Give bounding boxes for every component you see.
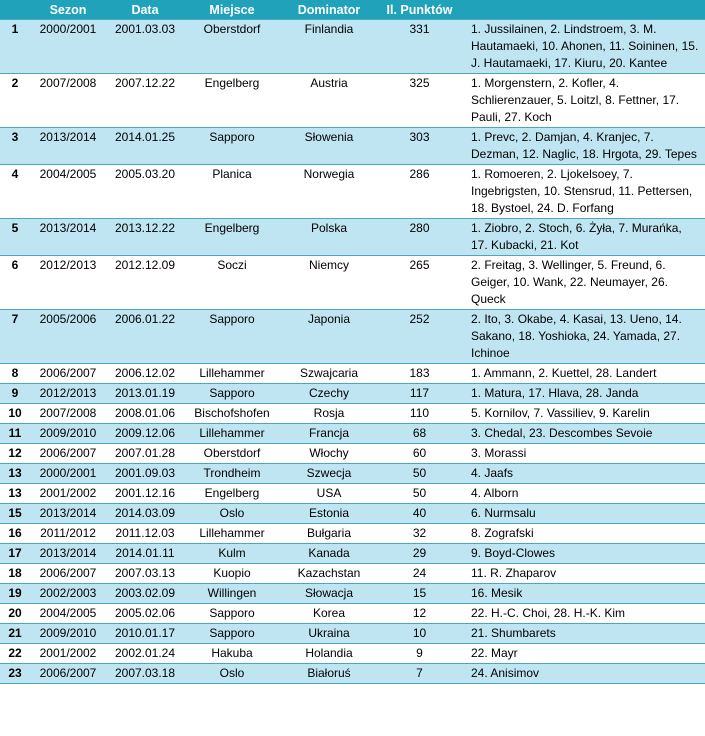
cell-season: 2000/2001 [30,20,106,74]
cell-points: 303 [378,128,461,165]
cell-points: 10 [378,624,461,644]
cell-date: 2001.12.16 [106,484,184,504]
cell-date: 2014.03.09 [106,504,184,524]
cell-jumpers: 1. Matura, 17. Hlava, 28. Janda [461,384,705,404]
cell-jumpers: 1. Morgenstern, 2. Kofler, 4. Schlierenzauer, 5. Loitzl, 8. Fettner, 17. Pauli, 27. Koch [461,74,705,128]
cell-jumpers: 1. Ziobro, 2. Stoch, 6. Żyła, 7. Murańka, 17. Kubacki, 21. Kot [461,219,705,256]
cell-jumpers: 24. Anisimov [461,664,705,684]
cell-place: Kuopio [184,564,280,584]
cell-date: 2003.02.09 [106,584,184,604]
cell-dominator: Kazachstan [280,564,378,584]
cell-place: Lillehammer [184,424,280,444]
cell-rank: 10 [0,404,30,424]
cell-points: 29 [378,544,461,564]
table-row [0,165,705,219]
cell-points: 32 [378,524,461,544]
table-row [0,664,705,684]
cell-date: 2011.12.03 [106,524,184,544]
cell-points: 60 [378,444,461,464]
cell-rank: 20 [0,604,30,624]
cell-dominator: Rosja [280,404,378,424]
cell-place: Sapporo [184,624,280,644]
cell-date: 2006.12.02 [106,364,184,384]
cell-place: Oslo [184,504,280,524]
cell-points: 280 [378,219,461,256]
cell-place: Planica [184,165,280,219]
cell-season: 2006/2007 [30,364,106,384]
cell-rank: 7 [0,310,30,364]
table-row [0,424,705,444]
cell-points: 183 [378,364,461,384]
cell-season: 2007/2008 [30,404,106,424]
table-row [0,444,705,464]
cell-rank: 9 [0,384,30,404]
cell-season: 2009/2010 [30,624,106,644]
cell-jumpers: 6. Nurmsalu [461,504,705,524]
cell-dominator: Słowenia [280,128,378,165]
cell-dominator: Norwegia [280,165,378,219]
table-row [0,504,705,524]
table-row [0,544,705,564]
cell-season: 2011/2012 [30,524,106,544]
cell-dominator: Korea [280,604,378,624]
cell-season: 2013/2014 [30,219,106,256]
cell-rank: 17 [0,544,30,564]
cell-dominator: Ukraina [280,624,378,644]
cell-date: 2005.02.06 [106,604,184,624]
cell-dominator: Estonia [280,504,378,524]
cell-jumpers: 16. Mesik [461,584,705,604]
cell-season: 2006/2007 [30,664,106,684]
table-row [0,20,705,74]
cell-jumpers: 5. Kornilov, 7. Vassiliev, 9. Karelin [461,404,705,424]
cell-jumpers: 22. H.-C. Choi, 28. H.-K. Kim [461,604,705,624]
cell-place: Sapporo [184,384,280,404]
cell-rank: 21 [0,624,30,644]
header-dominator: Dominator [280,0,378,20]
cell-season: 2013/2014 [30,544,106,564]
cell-points: 50 [378,484,461,504]
cell-date: 2013.01.19 [106,384,184,404]
cell-rank: 6 [0,256,30,310]
table-row [0,584,705,604]
cell-jumpers: 1. Romoeren, 2. Ljokelsoey, 7. Ingebrigsten, 10. Stensrud, 11. Pettersen, 18. Bystoel, 24. D. Forfang [461,165,705,219]
cell-place: Sapporo [184,128,280,165]
cell-date: 2008.01.06 [106,404,184,424]
cell-rank: 13 [0,464,30,484]
cell-points: 7 [378,664,461,684]
table-row [0,464,705,484]
table-body [0,20,705,684]
cell-date: 2013.12.22 [106,219,184,256]
cell-date: 2012.12.09 [106,256,184,310]
header-jumpers [461,0,705,20]
cell-season: 2004/2005 [30,165,106,219]
cell-jumpers: 4. Jaafs [461,464,705,484]
header-date: Data [106,0,184,20]
table-row [0,404,705,424]
cell-date: 2001.09.03 [106,464,184,484]
cell-place: Oberstdorf [184,20,280,74]
cell-date: 2014.01.25 [106,128,184,165]
cell-points: 40 [378,504,461,524]
cell-place: Bischofshofen [184,404,280,424]
cell-date: 2010.01.17 [106,624,184,644]
cell-season: 2013/2014 [30,128,106,165]
cell-points: 117 [378,384,461,404]
cell-place: Hakuba [184,644,280,664]
cell-points: 24 [378,564,461,584]
cell-date: 2005.03.20 [106,165,184,219]
cell-jumpers: 1. Prevc, 2. Damjan, 4. Kranjec, 7. Dezman, 12. Naglic, 18. Hrgota, 29. Tepes [461,128,705,165]
header-row [0,0,705,20]
cell-points: 110 [378,404,461,424]
cell-place: Oberstdorf [184,444,280,464]
cell-place: Engelberg [184,219,280,256]
cell-season: 2013/2014 [30,504,106,524]
cell-jumpers: 21. Shumbarets [461,624,705,644]
cell-place: Sapporo [184,604,280,624]
cell-dominator: Białoruś [280,664,378,684]
cell-place: Engelberg [184,484,280,504]
cell-place: Lillehammer [184,364,280,384]
cell-season: 2004/2005 [30,604,106,624]
table-row [0,624,705,644]
cell-points: 50 [378,464,461,484]
cell-dominator: Austria [280,74,378,128]
cell-rank: 16 [0,524,30,544]
cell-season: 2006/2007 [30,444,106,464]
cell-dominator: Kanada [280,544,378,564]
cell-rank: 18 [0,564,30,584]
cell-rank: 12 [0,444,30,464]
cell-dominator: Finlandia [280,20,378,74]
cell-rank: 19 [0,584,30,604]
cell-jumpers: 8. Zografski [461,524,705,544]
cell-jumpers: 22. Mayr [461,644,705,664]
cell-points: 265 [378,256,461,310]
cell-date: 2007.01.28 [106,444,184,464]
cell-rank: 4 [0,165,30,219]
cell-season: 2007/2008 [30,74,106,128]
cell-place: Soczi [184,256,280,310]
cell-rank: 1 [0,20,30,74]
cell-jumpers: 1. Jussilainen, 2. Lindstroem, 3. M. Hautamaeki, 10. Ahonen, 11. Soininen, 15. J. Hautamaeki, 17. Kiuru, 20. Kantee [461,20,705,74]
cell-dominator: Czechy [280,384,378,404]
cell-rank: 13 [0,484,30,504]
cell-season: 2006/2007 [30,564,106,584]
cell-place: Trondheim [184,464,280,484]
header-points: Il. Punktów [378,0,461,20]
cell-season: 2000/2001 [30,464,106,484]
header-rank [0,0,30,20]
cell-rank: 3 [0,128,30,165]
cell-dominator: USA [280,484,378,504]
table-row [0,524,705,544]
cell-season: 2012/2013 [30,384,106,404]
table-row [0,256,705,310]
cell-date: 2007.12.22 [106,74,184,128]
table-row [0,484,705,504]
cell-dominator: Holandia [280,644,378,664]
cell-place: Willingen [184,584,280,604]
cell-place: Engelberg [184,74,280,128]
cell-jumpers: 3. Morassi [461,444,705,464]
table-row [0,644,705,664]
cell-date: 2007.03.18 [106,664,184,684]
cell-jumpers: 4. Alborn [461,484,705,504]
cell-jumpers: 9. Boyd-Clowes [461,544,705,564]
cell-points: 12 [378,604,461,624]
cell-dominator: Polska [280,219,378,256]
cell-points: 325 [378,74,461,128]
cell-rank: 8 [0,364,30,384]
cell-season: 2005/2006 [30,310,106,364]
cell-points: 68 [378,424,461,444]
cell-dominator: Niemcy [280,256,378,310]
cell-date: 2002.01.24 [106,644,184,664]
table-row [0,604,705,624]
cell-dominator: Szwecja [280,464,378,484]
cell-rank: 23 [0,664,30,684]
header-place: Miejsce [184,0,280,20]
cell-rank: 22 [0,644,30,664]
table-row [0,564,705,584]
cell-date: 2001.03.03 [106,20,184,74]
cell-points: 252 [378,310,461,364]
cell-date: 2009.12.06 [106,424,184,444]
table-row [0,310,705,364]
cell-season: 2002/2003 [30,584,106,604]
cell-season: 2001/2002 [30,484,106,504]
cell-season: 2001/2002 [30,644,106,664]
cell-jumpers: 3. Chedal, 23. Descombes Sevoie [461,424,705,444]
cell-points: 9 [378,644,461,664]
table-row [0,74,705,128]
cell-points: 15 [378,584,461,604]
cell-dominator: Słowacja [280,584,378,604]
cell-season: 2009/2010 [30,424,106,444]
cell-rank: 15 [0,504,30,524]
cell-jumpers: 2. Freitag, 3. Wellinger, 5. Freund, 6. Geiger, 10. Wank, 22. Neumayer, 26. Queck [461,256,705,310]
cell-date: 2007.03.13 [106,564,184,584]
cell-dominator: Bułgaria [280,524,378,544]
cell-season: 2012/2013 [30,256,106,310]
header-season: Sezon [30,0,106,20]
cell-place: Sapporo [184,310,280,364]
cell-dominator: Włochy [280,444,378,464]
table-row [0,219,705,256]
cell-rank: 11 [0,424,30,444]
cell-place: Lillehammer [184,524,280,544]
cell-jumpers: 2. Ito, 3. Okabe, 4. Kasai, 13. Ueno, 14. Sakano, 18. Yoshioka, 24. Yamada, 27. Ichinoe [461,310,705,364]
cell-place: Oslo [184,664,280,684]
cell-dominator: Szwajcaria [280,364,378,384]
cell-date: 2006.01.22 [106,310,184,364]
cell-date: 2014.01.11 [106,544,184,564]
cell-dominator: Francja [280,424,378,444]
cell-points: 331 [378,20,461,74]
cell-jumpers: 1. Ammann, 2. Kuettel, 28. Landert [461,364,705,384]
cell-dominator: Japonia [280,310,378,364]
table-row [0,364,705,384]
cell-rank: 2 [0,74,30,128]
cell-points: 286 [378,165,461,219]
cell-jumpers: 11. R. Zhaparov [461,564,705,584]
cell-place: Kulm [184,544,280,564]
cell-rank: 5 [0,219,30,256]
table-row [0,384,705,404]
table-row [0,128,705,165]
